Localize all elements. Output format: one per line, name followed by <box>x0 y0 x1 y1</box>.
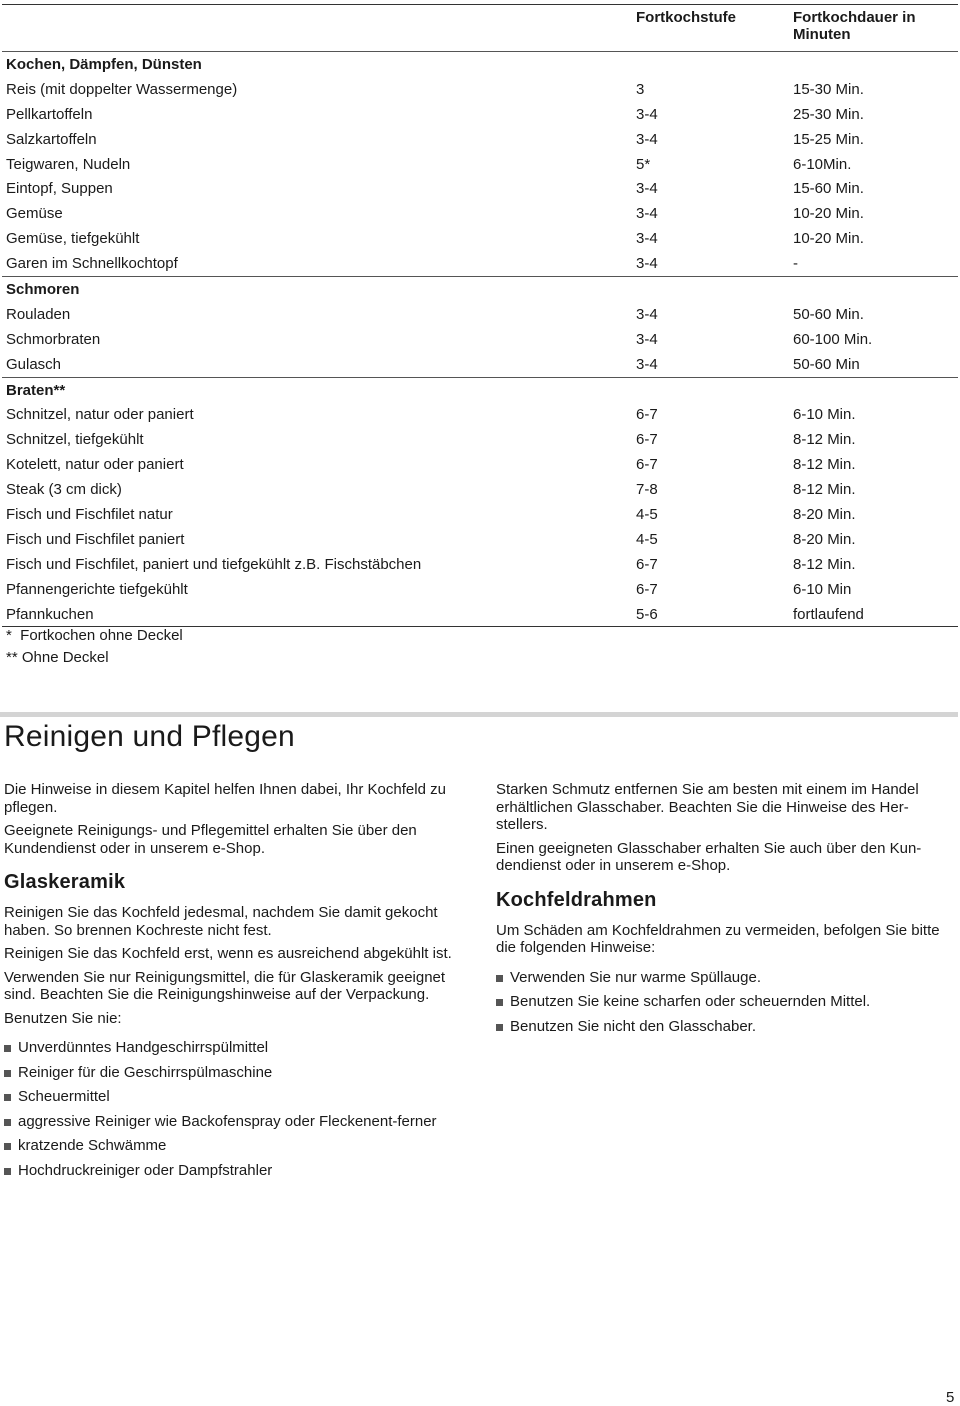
table-row <box>2 251 958 276</box>
square-bullet-icon <box>4 1168 11 1175</box>
list-item-text: kratzende Schwämme <box>18 1137 167 1154</box>
table-row <box>2 102 958 127</box>
table-row <box>2 201 958 226</box>
left-column <box>4 781 464 1186</box>
table-row <box>2 427 958 452</box>
table-row <box>2 502 958 527</box>
level-cell: 3-4 <box>636 130 658 148</box>
level-cell: 6-7 <box>636 456 658 474</box>
header-level: Fortkochstufe <box>636 9 737 26</box>
duration-cell: 8-12 Min. <box>793 456 856 474</box>
table-footnotes <box>6 625 183 669</box>
table-row <box>2 226 958 251</box>
level-cell: 4-5 <box>636 530 658 548</box>
level-cell: 6-7 <box>636 555 658 573</box>
intro-paragraph: Die Hinweise in diesem Kapitel helfen Ihnen dabei, Ihr Kochfeld zu pflegen. <box>4 781 446 816</box>
paragraph: Starken Schmutz entfernen Sie am besten mit einem im Handel erhältlichen Glasschaber. Beachten Sie die Hinweise des Her-stellers. <box>496 781 919 833</box>
dish-cell: Salzkartoffeln <box>6 130 97 148</box>
list-item-text: aggressive Reiniger wie Backofenspray oder Fleckenent-ferner <box>18 1112 437 1130</box>
header-duration: Fortkochdauer in Minuten <box>793 9 916 43</box>
dish-cell: Fisch und Fischfilet natur <box>6 505 173 523</box>
dish-cell: Gemüse, tiefgekühlt <box>6 230 140 248</box>
duration-cell: 8-12 Min. <box>793 481 856 499</box>
dish-cell: Pfannkuchen <box>6 605 94 623</box>
intro-paragraph: Um Schäden am Kochfeldrahmen zu vermeiden, befolgen Sie bitte die folgenden Hinweise: <box>496 921 940 956</box>
duration-cell: 25-30 Min. <box>793 105 864 123</box>
level-cell: 3-4 <box>636 205 658 223</box>
level-cell: 3 <box>636 80 645 98</box>
duration-cell: 6-10Min. <box>793 155 852 173</box>
duration-cell: 50-60 Min <box>793 355 860 373</box>
table-row <box>2 477 958 502</box>
level-cell: 3-4 <box>636 305 658 323</box>
paragraph: Einen geeigneten Glasschaber erhalten Sie auch über den Kun-dendienst oder in unserem e-Shop. <box>496 839 922 874</box>
dish-cell: Reis (mit doppelter Wassermenge) <box>6 80 238 98</box>
table-row <box>2 176 958 201</box>
list-item <box>496 969 956 987</box>
level-cell: 3-4 <box>636 355 658 373</box>
section-label: Kochen, Dämpfen, Dünsten <box>6 55 202 73</box>
level-cell: 3-4 <box>636 105 658 123</box>
level-cell: 5-6 <box>636 605 658 623</box>
dish-cell: Fisch und Fischfilet paniert <box>6 530 185 548</box>
subheading-glaskeramik: Glaskeramik <box>4 871 126 893</box>
square-bullet-icon <box>496 999 503 1006</box>
list-item-text: Unverdünntes Handgeschirrspülmittel <box>18 1039 269 1056</box>
level-cell: 6-7 <box>636 406 658 424</box>
list-item <box>4 1137 464 1155</box>
footnote: * Fortkochen ohne Deckel <box>6 627 183 644</box>
table-row <box>2 602 958 627</box>
dish-cell: Schnitzel, natur oder paniert <box>6 406 194 424</box>
dish-cell: Gemüse <box>6 205 63 223</box>
section-label: Braten** <box>6 381 66 399</box>
dish-cell: Gulasch <box>6 355 62 373</box>
level-cell: 5* <box>636 155 651 173</box>
duration-cell: 8-12 Min. <box>793 431 856 449</box>
duration-cell: 15-25 Min. <box>793 130 864 148</box>
level-cell: 3-4 <box>636 255 658 273</box>
square-bullet-icon <box>4 1045 11 1052</box>
intro-paragraph: Geeignete Reinigungs- und Pflegemittel erhalten Sie über den Kundendienst oder in unserem e-Shop. <box>4 822 417 857</box>
table-row <box>2 402 958 427</box>
dish-cell: Kotelett, natur oder paniert <box>6 456 184 474</box>
paragraph: Verwenden Sie nur Reinigungsmittel, die für Glaskeramik geeignet sind. Beachten Sie die Reinigungshinweise auf der Verpackung. <box>4 968 446 1003</box>
section-label: Schmoren <box>6 280 80 298</box>
duration-cell: 10-20 Min. <box>793 230 864 248</box>
right-column <box>496 781 956 1042</box>
duration-cell: 6-10 Min <box>793 580 852 598</box>
table-row <box>2 302 958 327</box>
dish-cell: Steak (3 cm dick) <box>6 481 122 499</box>
cooking-table <box>2 4 958 627</box>
dish-cell: Rouladen <box>6 305 71 323</box>
section-title: Reinigen und Pflegen <box>4 720 295 753</box>
paragraph: Reinigen Sie das Kochfeld jedesmal, nachdem Sie damit gekocht haben. So brennen Kochreste nicht fest. <box>4 904 438 939</box>
table-row <box>2 127 958 152</box>
list-item <box>496 1018 956 1036</box>
section-row <box>2 52 958 77</box>
table-header-row <box>2 5 958 52</box>
level-cell: 6-7 <box>636 431 658 449</box>
bullet-list <box>4 1039 464 1179</box>
duration-cell: 8-20 Min. <box>793 530 856 548</box>
duration-cell: 15-30 Min. <box>793 80 864 98</box>
list-item <box>4 1162 464 1180</box>
dish-cell: Teigwaren, Nudeln <box>6 155 131 173</box>
table-row <box>2 452 958 477</box>
square-bullet-icon <box>496 1024 503 1031</box>
bullet-list <box>496 969 956 1036</box>
list-item-text: Verwenden Sie nur warme Spüllauge. <box>510 968 761 986</box>
table-row <box>2 352 958 377</box>
list-item <box>496 993 956 1011</box>
square-bullet-icon <box>4 1143 11 1150</box>
dish-cell: Garen im Schnellkochtopf <box>6 255 178 273</box>
square-bullet-icon <box>4 1119 11 1126</box>
duration-cell: fortlaufend <box>793 605 864 623</box>
duration-cell: 8-20 Min. <box>793 505 856 523</box>
level-cell: 3-4 <box>636 330 658 348</box>
table-row <box>2 327 958 352</box>
subheading-kochfeldrahmen: Kochfeldrahmen <box>496 888 657 911</box>
list-item-text: Benutzen Sie keine scharfen oder scheuernden Mittel. <box>510 993 871 1010</box>
dish-cell: Schmorbraten <box>6 330 101 348</box>
paragraph: Benutzen Sie nie: <box>4 1009 122 1027</box>
level-cell: 6-7 <box>636 580 658 598</box>
table-row <box>2 577 958 602</box>
duration-cell: 10-20 Min. <box>793 205 864 223</box>
square-bullet-icon <box>4 1070 11 1077</box>
list-item-text: Benutzen Sie nicht den Glasschaber. <box>510 1017 756 1035</box>
level-cell: 4-5 <box>636 505 658 523</box>
list-item-text: Hochdruckreiniger oder Dampfstrahler <box>18 1161 273 1179</box>
duration-cell: 60-100 Min. <box>793 330 873 348</box>
level-cell: 3-4 <box>636 180 658 198</box>
page-number: 5 <box>946 1389 955 1406</box>
square-bullet-icon <box>496 975 503 982</box>
duration-cell: 15-60 Min. <box>793 180 864 198</box>
list-item-text: Reiniger für die Geschirrspülmaschine <box>18 1063 273 1081</box>
level-cell: 3-4 <box>636 230 658 248</box>
square-bullet-icon <box>4 1094 11 1101</box>
dish-cell: Pellkartoffeln <box>6 105 93 123</box>
section-row <box>2 277 958 302</box>
dish-cell: Schnitzel, tiefgekühlt <box>6 431 144 449</box>
duration-cell: 6-10 Min. <box>793 406 856 424</box>
list-item-text: Scheuermittel <box>18 1088 110 1105</box>
section-divider-bar <box>0 712 958 717</box>
list-item <box>4 1088 464 1106</box>
level-cell: 7-8 <box>636 481 658 499</box>
table-row <box>2 527 958 552</box>
footnote: ** Ohne Deckel <box>6 649 109 666</box>
dish-cell: Pfannengerichte tiefgekühlt <box>6 580 188 598</box>
section-row <box>2 377 958 402</box>
duration-cell: 8-12 Min. <box>793 555 856 573</box>
dish-cell: Eintopf, Suppen <box>6 180 113 198</box>
table-row <box>2 152 958 177</box>
list-item <box>4 1064 464 1082</box>
paragraph: Reinigen Sie das Kochfeld erst, wenn es ausreichend abgekühlt ist. <box>4 945 452 962</box>
duration-cell: - <box>793 255 798 273</box>
table-row <box>2 77 958 102</box>
list-item <box>4 1113 448 1131</box>
dish-cell: Fisch und Fischfilet, paniert und tiefgekühlt z.B. Fischstäbchen <box>6 555 422 573</box>
list-item <box>4 1039 464 1057</box>
table-row <box>2 552 958 577</box>
header-dish <box>2 5 632 52</box>
duration-cell: 50-60 Min. <box>793 305 864 323</box>
